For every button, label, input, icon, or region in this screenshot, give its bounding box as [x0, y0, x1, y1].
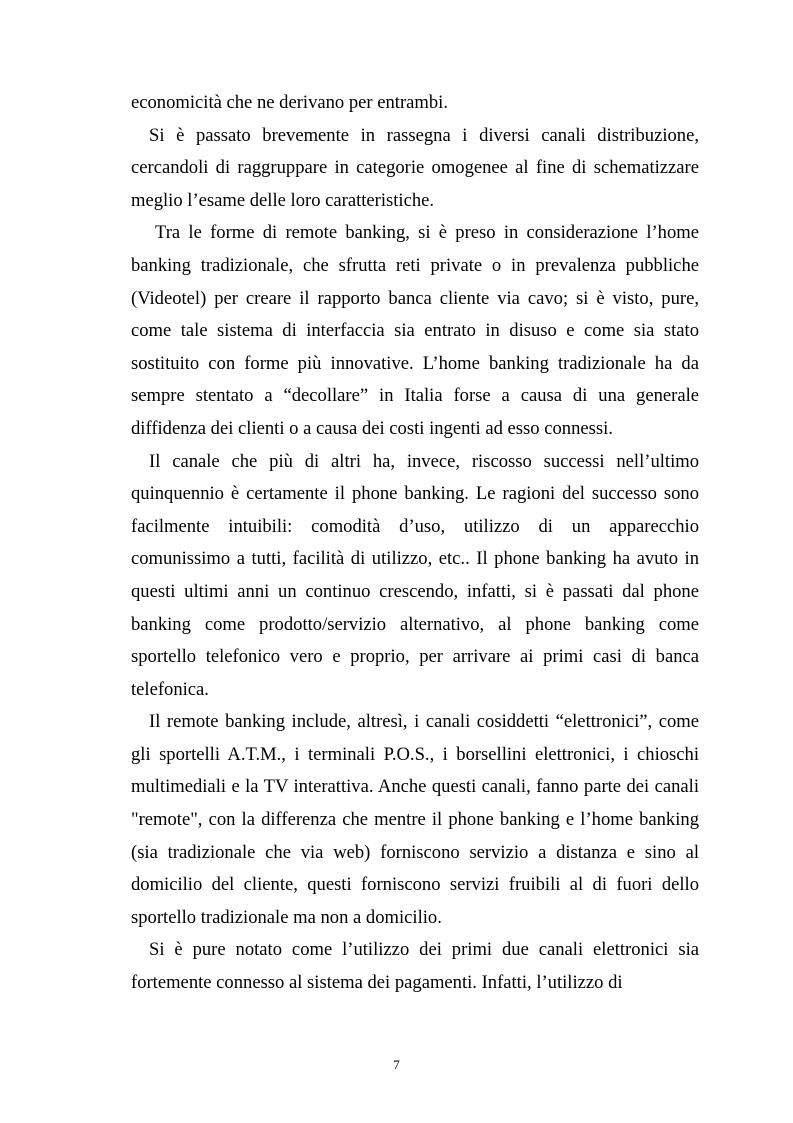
paragraph-continuation: economicità che ne derivano per entrambi. — [131, 92, 448, 113]
body-text — [131, 87, 699, 1000]
paragraph-payments: Si è pure notato come l’utilizzo dei primi due canali elettronici sia fortemente connesso al sistema dei pagamenti. Infatti, l’utilizzo di — [131, 939, 699, 994]
paragraph-electronic-channels: Il remote banking include, altresì, i canali cosiddetti “elettronici”, come gli sportelli A.T.M., i terminali P.O.S., i borsellini elettronici, i chioschi multimediali e la TV interattiva. Anche questi canali, fanno parte dei canali "remote", con la differenza che mentre il phone banking e l’home banking (sia tradizionale che via web) forniscono servizio a distanza e sino al domicilio del cliente, questi forniscono servizi fruibili al di fuori dello sportello tradizionale ma non a domicilio. — [131, 711, 699, 928]
paragraph-channels-overview: Si è passato brevemente in rassegna i diversi canali distribuzione, cercandoli di raggruppare in categorie omogenee al fine di schematizzare meglio l’esame delle loro caratteristiche. — [131, 124, 699, 211]
page-number: 7 — [393, 1057, 400, 1072]
paragraph-phone-banking: Il canale che più di altri ha, invece, riscosso successi nell’ultimo quinquennio è certamente il phone banking. Le ragioni del successo sono facilmente intuibili: comodità d’uso, utilizzo di un apparecchio comunissimo a tutti, facilità di utilizzo, etc.. Il phone banking ha avuto in questi ultimi anni un continuo crescendo, infatti, si è passati dal phone banking come prodotto/servizio alternativo, al phone banking come sportello telefonico vero e proprio, per arrivare ai primi casi di banca telefonica. — [131, 450, 699, 700]
paragraph-home-banking: Tra le forme di remote banking, si è preso in considerazione l’home banking tradizionale, che sfrutta reti private o in prevalenza pubbliche (Videotel) per creare il rapporto banca cliente via cavo; si è visto, pure, come tale sistema di interfaccia sia entrato in disuso e come sia stato sostituito con forme più innovative. L’home banking tradizionale ha da sempre stentato a “decollare” in Italia forse a causa di una generale diffidenza dei clienti o a causa dei costi ingenti ad esso connessi. — [131, 222, 699, 439]
